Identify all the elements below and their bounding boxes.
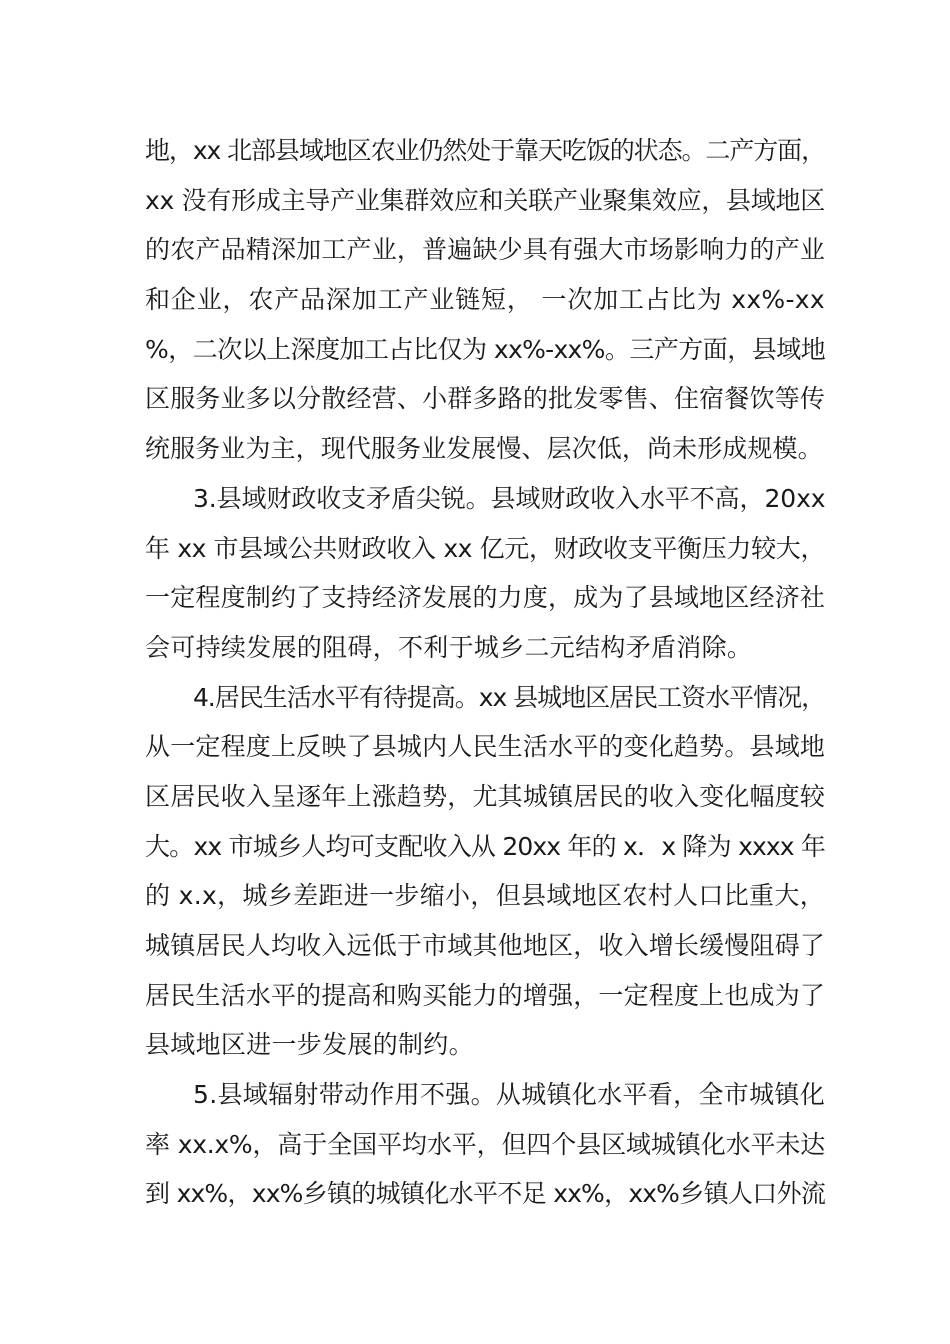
text-line: xx 没有形成主导产业集群效应和关联产业聚集效应，县域地区 (145, 185, 825, 215)
text-line: 大。xx 市城乡人均可支配收入从 20xx 年的 x．x 降为 xxxx 年 (145, 831, 825, 861)
text-line: 的 x.x，城乡差距进一步缩小，但县域地区农村人口比重大， (145, 881, 825, 911)
text-line: 年 xx 市县域公共财政收入 xx 亿元，财政收支平衡压力较大， (145, 533, 825, 563)
text-line: 的农产品精深加工产业，普遍缺少具有强大市场影响力的产业 (145, 235, 825, 265)
document-body (145, 126, 825, 1219)
text-line: 县域地区进一步发展的制约。 (145, 1030, 474, 1060)
text-line: 到 xx%，xx%乡镇的城镇化水平不足 xx%，xx%乡镇人口外流 (145, 1179, 825, 1209)
text-line: 从一定程度上反映了县城内人民生活水平的变化趋势。县域地 (145, 732, 825, 762)
text-line: %，二次以上深度加工占比仅为 xx%-xx%。三产方面，县域地 (145, 334, 825, 364)
text-line: 地，xx 北部县域地区农业仍然处于靠天吃饭的状态。二产方面， (145, 136, 825, 165)
text-line: 和企业，农产品深加工产业链短， 一次加工占比为 xx%-xx (145, 285, 825, 315)
text-line: 居民生活水平的提高和购买能力的增强，一定程度上也成为了 (145, 980, 825, 1010)
text-line: 城镇居民人均收入远低于市域其他地区，收入增长缓慢阻碍了 (145, 931, 825, 960)
text-line: 率 xx.x%，高于全国平均水平，但四个县区域城镇化水平未达 (145, 1129, 825, 1159)
text-line: 统服务业为主，现代服务业发展慢、层次低，尚未形成规模。 (145, 434, 823, 464)
text-line: 会可持续发展的阻碍，不利于城乡二元结构矛盾消除。 (145, 632, 753, 662)
text-line: 4.居民生活水平有待提高。xx 县城地区居民工资水平情况， (193, 682, 825, 712)
text-line: 区服务业多以分散经营、小群多路的批发零售、住宿餐饮等传 (145, 384, 825, 414)
text-line: 5.县域辐射带动作用不强。从城镇化水平看，全市城镇化 (193, 1080, 825, 1110)
text-line: 3.县域财政收支矛盾尖锐。县域财政收入水平不高，20xx (193, 483, 826, 513)
text-line: 区居民收入呈逐年上涨趋势，尤其城镇居民的收入变化幅度较 (145, 781, 825, 811)
text-line: 一定程度制约了支持经济发展的力度，成为了县域地区经济社 (145, 583, 825, 613)
